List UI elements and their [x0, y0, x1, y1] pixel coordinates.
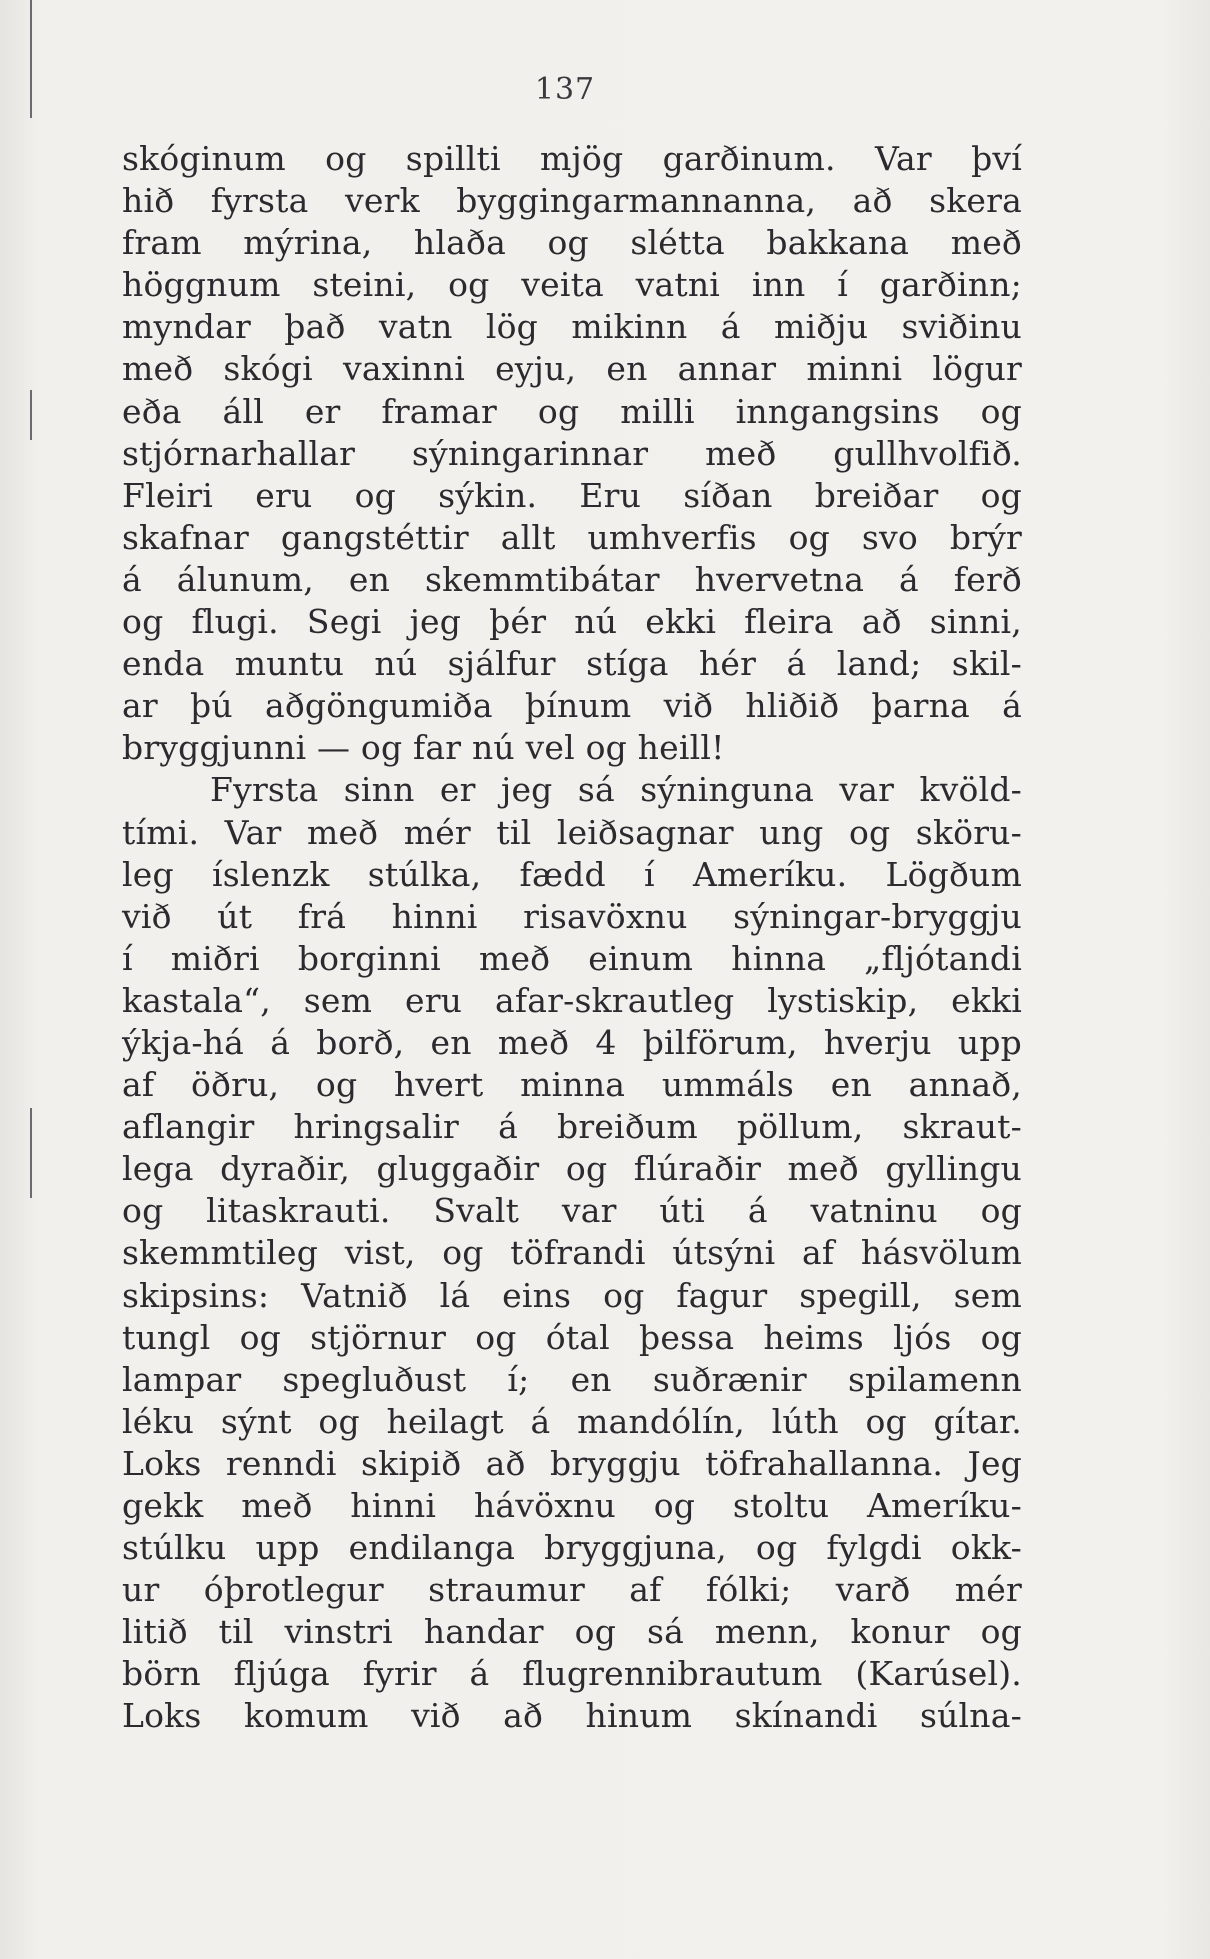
text-line: skafnar gangstéttir allt umhverfis og svo brýr [122, 517, 1022, 557]
text-line: með skógi vaxinni eyju, en annar minni lögur [122, 349, 1022, 389]
text-line: ar þú aðgöngumiða þínum við hliðið þarna á [122, 686, 1022, 726]
text-line: eða áll er framar og milli inngangsins og [122, 391, 1022, 431]
text-line: og flugi. Segi jeg þér nú ekki fleira að sinni, [122, 602, 1022, 642]
text-line: léku sýnt og heilagt á mandólín, lúth og gítar. [122, 1401, 1022, 1441]
page-edge-mark-lower [30, 1108, 32, 1198]
text-line: höggnum steini, og veita vatni inn í garðinn; [122, 265, 1022, 305]
text-line: í miðri borginni með einum hinna „fljótandi [122, 938, 1022, 978]
text-line: fram mýrina, hlaða og slétta bakkana með [122, 223, 1022, 263]
text-line: skipsins: Vatnið lá eins og fagur spegill, sem [122, 1275, 1022, 1315]
body-text [122, 138, 1022, 1738]
text-line: enda muntu nú sjálfur stíga hér á land; skil- [122, 644, 1022, 684]
text-line: af öðru, og hvert minna ummáls en annað, [122, 1065, 1022, 1105]
text-line: aflangir hringsalir á breiðum pöllum, skraut- [122, 1107, 1022, 1147]
text-line: kastala“, sem eru afar-skrautleg lystiskip, ekki [122, 980, 1022, 1020]
text-line: Fyrsta sinn er jeg sá sýninguna var kvöld- [210, 770, 1022, 810]
text-line: skemmtileg vist, og töfrandi útsýni af hásvölum [122, 1233, 1022, 1273]
text-line: við út frá hinni risavöxnu sýningar-bryggju [122, 896, 1022, 936]
text-line: litið til vinstri handar og sá menn, konur og [122, 1612, 1022, 1652]
text-line: Fleiri eru og sýkin. Eru síðan breiðar og [122, 475, 1022, 515]
text-line: tungl og stjörnur og ótal þessa heims ljós og [122, 1317, 1022, 1357]
text-line: myndar það vatn lög mikinn á miðju sviðinu [122, 307, 1022, 347]
text-line: Loks komum við að hinum skínandi súlna- [122, 1696, 1022, 1736]
text-line: og litaskrauti. Svalt var úti á vatninu og [122, 1191, 1022, 1231]
text-line: á álunum, en skemmtibátar hvervetna á ferð [122, 559, 1022, 599]
page-edge-mark-middle [30, 390, 32, 440]
text-line: stjórnarhallar sýningarinnar með gullhvolfið. [122, 433, 1022, 473]
text-line: lampar spegluðust í; en suðrænir spilamenn [122, 1359, 1022, 1399]
text-line: börn fljúga fyrir á flugrennibrautum (Karúsel). [122, 1654, 1022, 1694]
text-line: ýkja-há á borð, en með 4 þilförum, hverju upp [122, 1022, 1022, 1062]
text-line: Loks renndi skipið að bryggju töfrahallanna. Jeg [122, 1443, 1022, 1483]
text-line: stúlku upp endilanga bryggjuna, og fylgdi okk- [122, 1528, 1022, 1568]
text-line: hið fyrsta verk byggingarmannanna, að skera [122, 181, 1022, 221]
text-line: lega dyraðir, gluggaðir og flúraðir með gyllingu [122, 1149, 1022, 1189]
text-line: skóginum og spillti mjög garðinum. Var því [122, 139, 1022, 178]
text-line: tími. Var með mér til leiðsagnar ung og sköru- [122, 812, 1022, 852]
text-line: ur óþrotlegur straumur af fólki; varð mér [122, 1570, 1022, 1610]
text-line: gekk með hinni hávöxnu og stoltu Ameríku- [122, 1486, 1022, 1525]
text-line: leg íslenzk stúlka, fædd í Ameríku. Lögðum [122, 854, 1022, 894]
page-number: 137 [534, 72, 596, 107]
text-line: bryggjunni — og far nú vel og heill! [122, 728, 725, 768]
